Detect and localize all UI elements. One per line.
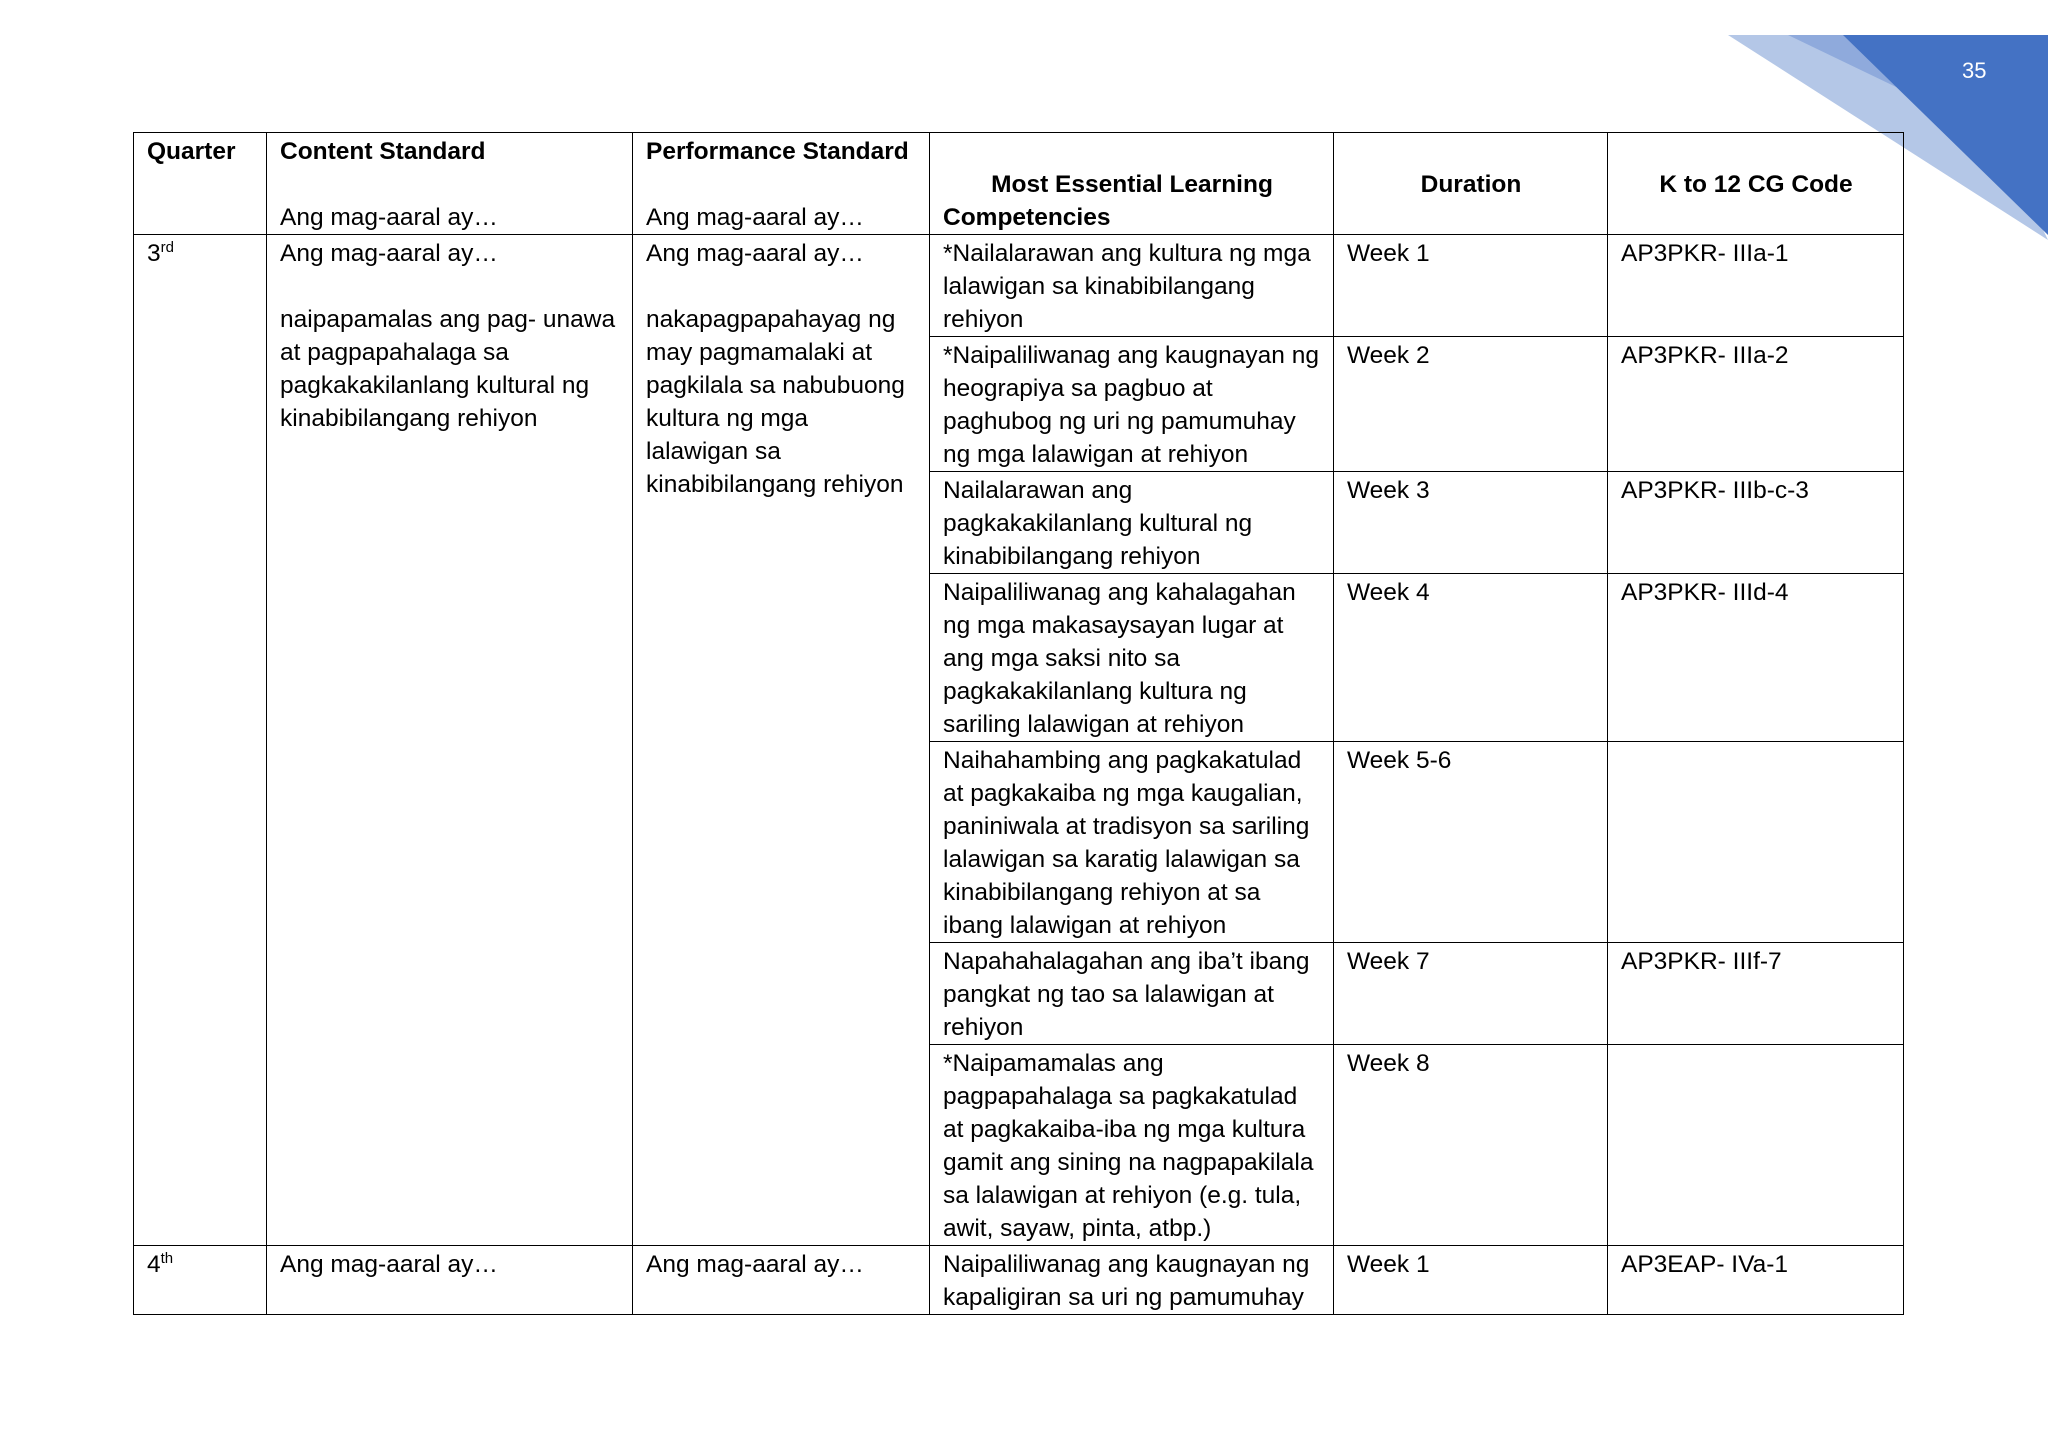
melc-table (133, 132, 1904, 1315)
competency-cell: Naihahambing ang pagkakatulad at pagkakaiba ng mga kaugalian, paniniwala at tradisyon sa sariling lalawigan sa karatig lalawigan sa kinabibilangang rehiyon at sa ibang lalawigan at rehiyon (930, 742, 1334, 943)
competency-cell: *Nailalarawan ang kultura ng mga lalawigan sa kinabibilangang rehiyon (930, 235, 1334, 337)
header-performance-standard-sub: Ang mag-aaral ay… (646, 204, 864, 231)
competency-cell: Napahahalagahan ang iba’t ibang pangkat ng tao sa lalawigan at rehiyon (930, 943, 1334, 1045)
duration-cell: Week 8 (1334, 1045, 1608, 1246)
page-number: 35 (1962, 58, 1987, 83)
performance-standard-body: nakapagpapahayag ng may pagmamalaki at pagkilala sa nabubuong kultura ng mga lalawigan sa kinabibilangang rehiyon (646, 306, 905, 498)
duration-cell: Week 3 (1334, 472, 1608, 574)
cell-spacer (646, 270, 917, 303)
table-row (134, 1246, 1904, 1315)
header-spacer (646, 168, 917, 201)
performance-standard-cell-q4: Ang mag-aaral ay… (633, 1246, 930, 1315)
header-performance-standard (633, 133, 930, 235)
quarter-cell-q3 (134, 235, 267, 1246)
code-cell (1608, 742, 1904, 943)
header-quarter: Quarter (134, 133, 267, 235)
competency-cell: *Naipamamalas ang pagpapahalaga sa pagkakatulad at pagkakaiba-iba ng mga kultura gamit ang sining na nagpapakilala sa lalawigan at rehiyon (e.g. tula, awit, sayaw, pinta, atbp.) (930, 1045, 1334, 1246)
header-melc-line2: Competencies (943, 204, 1111, 231)
code-cell: AP3PKR- IIIa-1 (1608, 235, 1904, 337)
content-standard-cell-q3 (267, 235, 633, 1246)
header-performance-standard-title: Performance Standard (646, 138, 909, 165)
duration-cell: Week 5-6 (1334, 742, 1608, 943)
content-standard-cell-q4: Ang mag-aaral ay… (267, 1246, 633, 1315)
duration-cell: Week 2 (1334, 337, 1608, 472)
competency-cell: Naipaliliwanag ang kahalagahan ng mga makasaysayan lugar at ang mga saksi nito sa pagkakakilanlang kultura ng sariling lalawigan at rehiyon (930, 574, 1334, 742)
header-row (134, 133, 1904, 235)
header-content-standard-sub: Ang mag-aaral ay… (280, 204, 498, 231)
quarter-suffix: th (160, 1249, 174, 1267)
header-spacer (280, 168, 620, 201)
code-cell (1608, 1045, 1904, 1246)
cell-spacer (280, 270, 620, 303)
duration-cell: Week 1 (1334, 235, 1608, 337)
code-cell: AP3PKR- IIIb-c-3 (1608, 472, 1904, 574)
header-melc (930, 133, 1334, 235)
quarter-number: 4 (147, 1251, 161, 1278)
duration-cell: Week 4 (1334, 574, 1608, 742)
code-cell: AP3PKR- IIId-4 (1608, 574, 1904, 742)
competency-cell: Nailalarawan ang pagkakakilanlang kultural ng kinabibilangang rehiyon (930, 472, 1334, 574)
header-content-standard (267, 133, 633, 235)
quarter-suffix: rd (160, 238, 174, 256)
quarter-number: 3 (147, 240, 161, 267)
performance-standard-intro: Ang mag-aaral ay… (646, 240, 864, 267)
header-melc-line1: Most Essential Learning (991, 171, 1273, 198)
table-row (134, 235, 1904, 337)
header-duration (1334, 133, 1608, 235)
competency-cell: *Naipaliliwanag ang kaugnayan ng heograpiya sa pagbuo at paghubog ng uri ng pamumuhay ng mga lalawigan at rehiyon (930, 337, 1334, 472)
header-code-label: K to 12 CG Code (1659, 171, 1853, 198)
competency-cell: Naipaliliwanag ang kaugnayan ng kapaligiran sa uri ng pamumuhay (930, 1246, 1334, 1315)
duration-cell: Week 1 (1334, 1246, 1608, 1315)
header-code (1608, 133, 1904, 235)
code-cell: AP3PKR- IIIf-7 (1608, 943, 1904, 1045)
code-cell: AP3PKR- IIIa-2 (1608, 337, 1904, 472)
quarter-cell-q4 (134, 1246, 267, 1315)
performance-standard-cell-q3 (633, 235, 930, 1246)
content-standard-intro: Ang mag-aaral ay… (280, 240, 498, 267)
duration-cell: Week 7 (1334, 943, 1608, 1045)
content-standard-body: naipapamalas ang pag- unawa at pagpapahalaga sa pagkakakilanlang kultural ng kinabibilangang rehiyon (280, 306, 616, 432)
code-cell: AP3EAP- IVa-1 (1608, 1246, 1904, 1315)
header-duration-label: Duration (1420, 171, 1522, 198)
header-content-standard-title: Content Standard (280, 138, 486, 165)
